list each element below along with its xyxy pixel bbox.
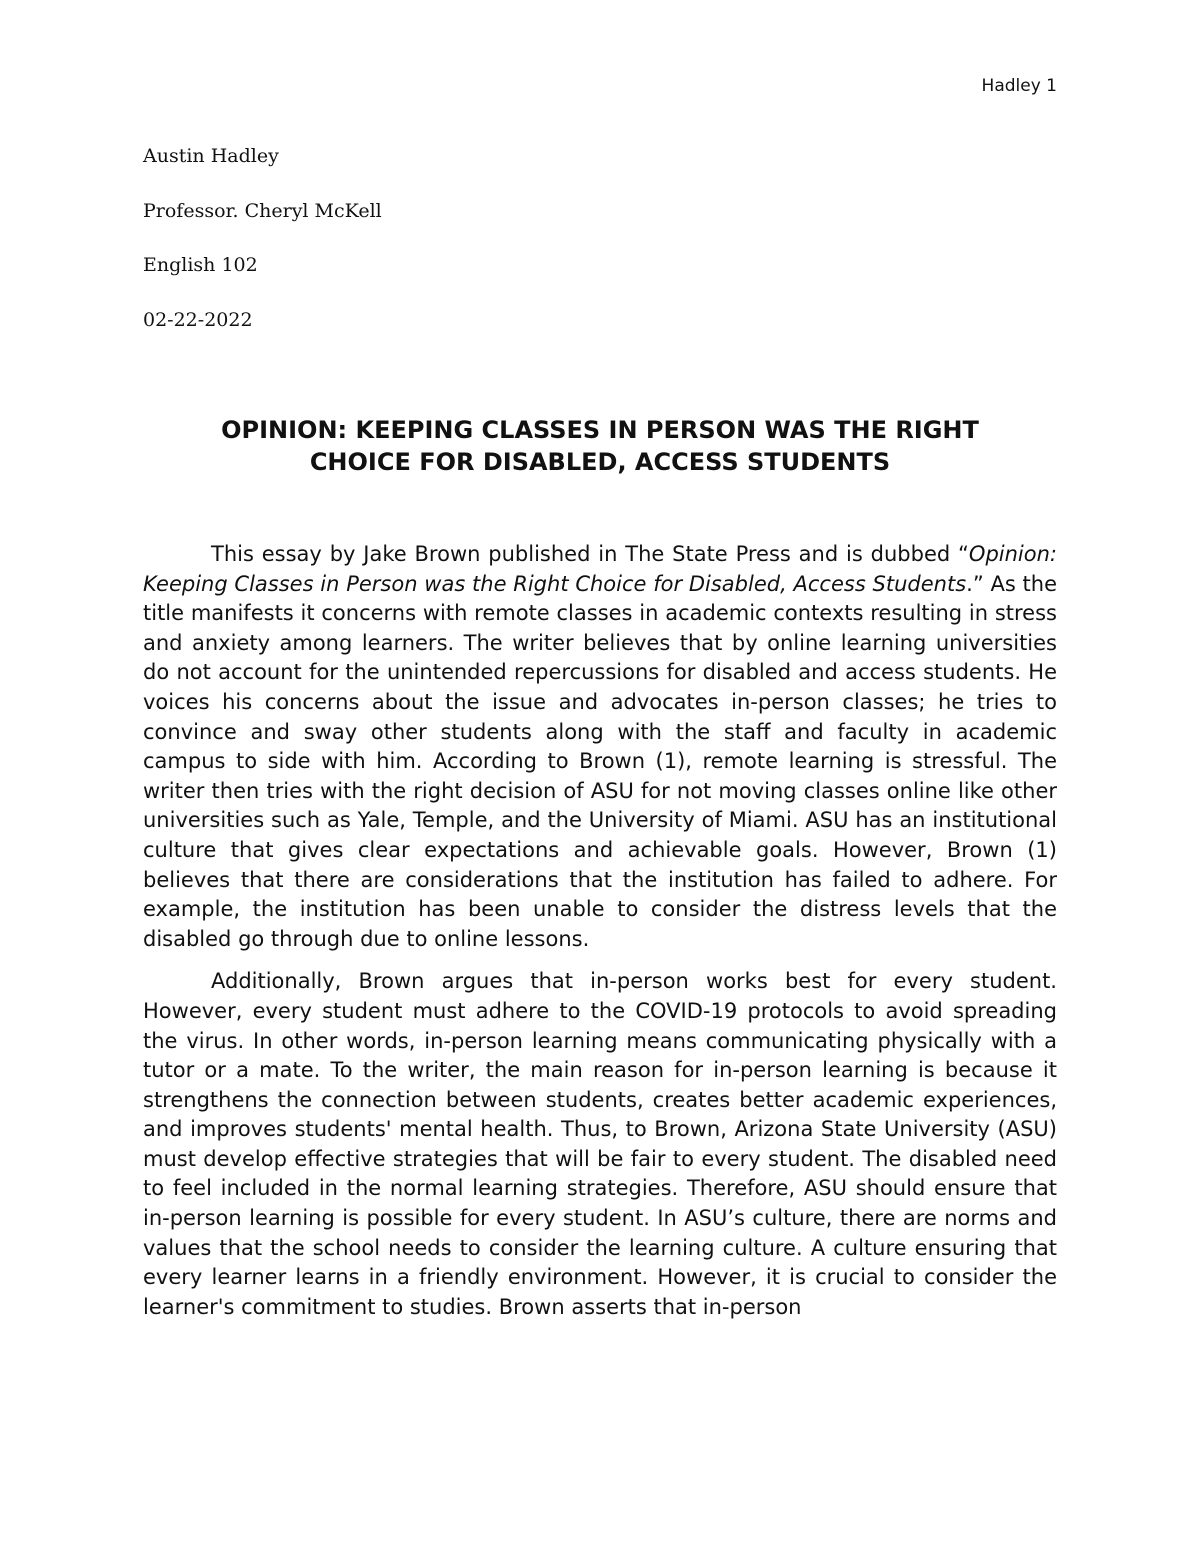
course-name: English 102 [143, 254, 258, 276]
paragraph-2: Additionally, Brown argues that in-person works best for every student. However, every student must adhere to the COVID-19 protocols to avoid spreading the virus. In other words, in-person learning means communicating physically with a tutor or a mate. To the writer, the main reason for in-person learning is because it strengthens the connection between students, creates better academic experiences, and improves students' mental health. Thus, to Brown, Arizona State University (ASU) must develop effective strategies that will be fair to every student. The disabled need to feel included in the normal learning strategies. Therefore, ASU should ensure that in-person learning is possible for every student. In ASU’s culture, there are norms and values that the school needs to consider the learning culture. A culture ensuring that every learner learns in a friendly environment. However, it is crucial to consider the learner's commitment to studies. Brown asserts that in-person [143, 969, 1057, 1319]
essay-title-line-1: OPINION: KEEPING CLASSES IN PERSON WAS THE RIGHT [221, 416, 979, 444]
running-head: Hadley 1 [981, 76, 1057, 96]
cited-article-title: Opinion: Keeping Classes in Person was the Right Choice for Disabled, Access Students [143, 542, 1057, 596]
paragraph-1-rest: .” As the title manifests it concerns with remote classes in academic contexts resulting in stress and anxiety among learners. The writer believes that by online learning universities do not account for the unintended repercussions for disabled and access students. He voices his concerns about the issue and advocates in-person classes; he tries to convince and sway other students along with the staff and faculty in academic campus to side with him. According to Brown (1), remote learning is stressful. The writer then tries with the right decision of ASU for not moving classes online like other universities such as Yale, Temple, and the University of Miami. ASU has an institutional culture that gives clear expectations and achievable goals. However, Brown (1) believes that there are considerations that the institution has failed to adhere. For example, the institution has been unable to consider the distress levels that the disabled go through due to online lessons. [143, 571, 1057, 951]
essay-title [143, 414, 1057, 478]
essay-body [143, 540, 1057, 1335]
essay-title-line-2: CHOICE FOR DISABLED, ACCESS STUDENTS [309, 448, 891, 476]
submission-date: 02-22-2022 [143, 309, 253, 331]
paragraph-1-intro: This essay by Jake Brown published in The State Press and is dubbed “ [211, 542, 969, 566]
author-name: Austin Hadley [143, 145, 279, 167]
paragraph-1 [143, 540, 1057, 954]
instructor-name: Professor. Cheryl McKell [143, 200, 382, 222]
